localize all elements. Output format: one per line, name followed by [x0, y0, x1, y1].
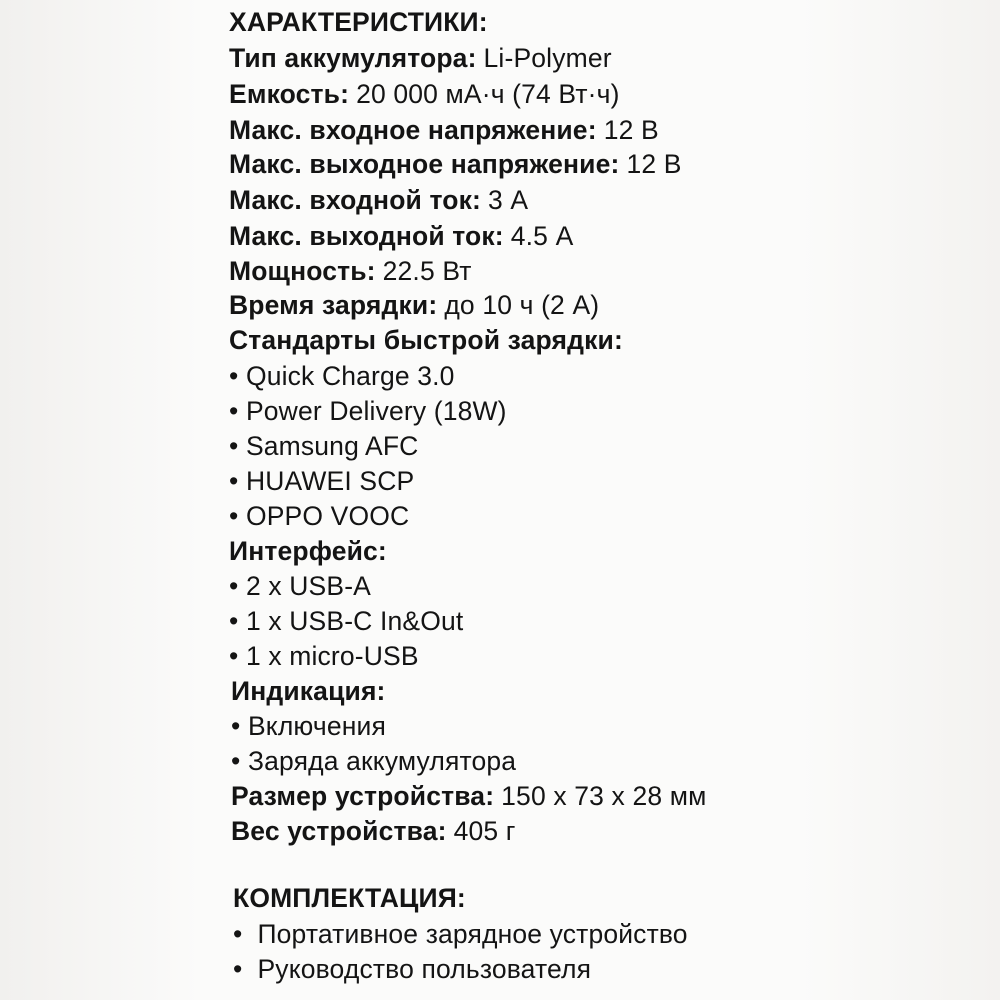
bullet-icon: • [233, 954, 243, 984]
bullet-icon: • [231, 746, 241, 776]
spec-row-max-output-current [229, 220, 573, 252]
spec-row-charge-time [229, 289, 599, 321]
list-item-text: Samsung AFC [245, 431, 419, 461]
spec-label: Макс. выходной ток: [229, 221, 504, 251]
spec-value: 20 000 мА·ч (74 Вт·ч) [356, 79, 620, 109]
list-item-text: HUAWEI SCP [245, 466, 415, 496]
list-item [231, 710, 386, 742]
spec-row-battery-type [229, 42, 612, 74]
spec-row-device-size [231, 780, 707, 812]
list-item [233, 953, 591, 985]
list-item [233, 918, 688, 950]
spec-value: 4.5 А [510, 221, 574, 251]
spec-label: Макс. входной ток: [229, 185, 481, 215]
spec-label: Макс. входное напряжение: [229, 115, 597, 145]
bullet-icon: • [229, 641, 239, 671]
bullet-icon: • [229, 466, 239, 496]
bullet-icon: • [233, 919, 243, 949]
indication-heading: Индикация: [231, 676, 386, 706]
spec-row-max-output-voltage [229, 148, 682, 180]
list-item-text: Quick Charge 3.0 [245, 361, 455, 391]
list-item [229, 360, 455, 392]
bullet-icon: • [229, 361, 239, 391]
bullet-icon: • [229, 396, 239, 426]
spec-value: 12 В [626, 149, 682, 179]
spec-value: Li-Polymer [483, 43, 612, 73]
list-item-text: 1 x USB-C In&Out [245, 606, 464, 636]
fast-charge-heading: Стандарты быстрой зарядки: [229, 325, 623, 355]
spec-label: Вес устройства: [231, 816, 447, 846]
interface-heading: Интерфейс: [229, 536, 387, 566]
spec-label: Время зарядки: [229, 290, 438, 320]
list-item [229, 570, 371, 602]
list-item-text: 1 x micro-USB [245, 641, 419, 671]
spec-label: Мощность: [229, 256, 376, 286]
spec-label: Макс. выходное напряжение: [229, 149, 620, 179]
list-item-text: Power Delivery (18W) [245, 396, 507, 426]
spec-row-max-input-current [229, 184, 528, 216]
list-item-text: Портативное зарядное устройство [257, 919, 688, 949]
bullet-icon: • [229, 606, 239, 636]
list-item [229, 395, 507, 427]
spec-row-capacity [229, 78, 620, 110]
spec-value: 3 А [488, 185, 529, 215]
list-item-text: OPPO VOOC [245, 501, 410, 531]
spec-value: до 10 ч (2 А) [444, 290, 600, 320]
list-item [229, 500, 409, 532]
spec-value: 150 x 73 x 28 мм [501, 781, 707, 811]
list-item [229, 430, 418, 462]
bullet-icon: • [229, 431, 239, 461]
list-item [229, 640, 419, 672]
list-item [231, 745, 516, 777]
package-heading: КОМПЛЕКТАЦИЯ: [233, 883, 466, 913]
characteristics-heading: ХАРАКТЕРИСТИКИ: [229, 7, 488, 37]
bullet-icon: • [231, 711, 241, 741]
list-item-text: 2 x USB-A [245, 571, 372, 601]
spec-label: Размер устройства: [231, 781, 495, 811]
spec-value: 405 г [453, 816, 516, 846]
spec-row-power [229, 255, 472, 287]
list-item-text: Включения [247, 711, 386, 741]
spec-value: 12 В [603, 115, 659, 145]
spec-value: 22.5 Вт [382, 256, 472, 286]
spec-row-device-weight [231, 815, 516, 847]
list-item [229, 605, 463, 637]
spec-label: Тип аккумулятора: [229, 43, 477, 73]
list-item-text: Заряда аккумулятора [247, 746, 517, 776]
bullet-icon: • [229, 571, 239, 601]
spec-row-max-input-voltage [229, 114, 659, 146]
list-item-text: Руководство пользователя [257, 954, 592, 984]
list-item [229, 465, 414, 497]
bullet-icon: • [229, 501, 239, 531]
spec-label: Емкость: [229, 79, 350, 109]
